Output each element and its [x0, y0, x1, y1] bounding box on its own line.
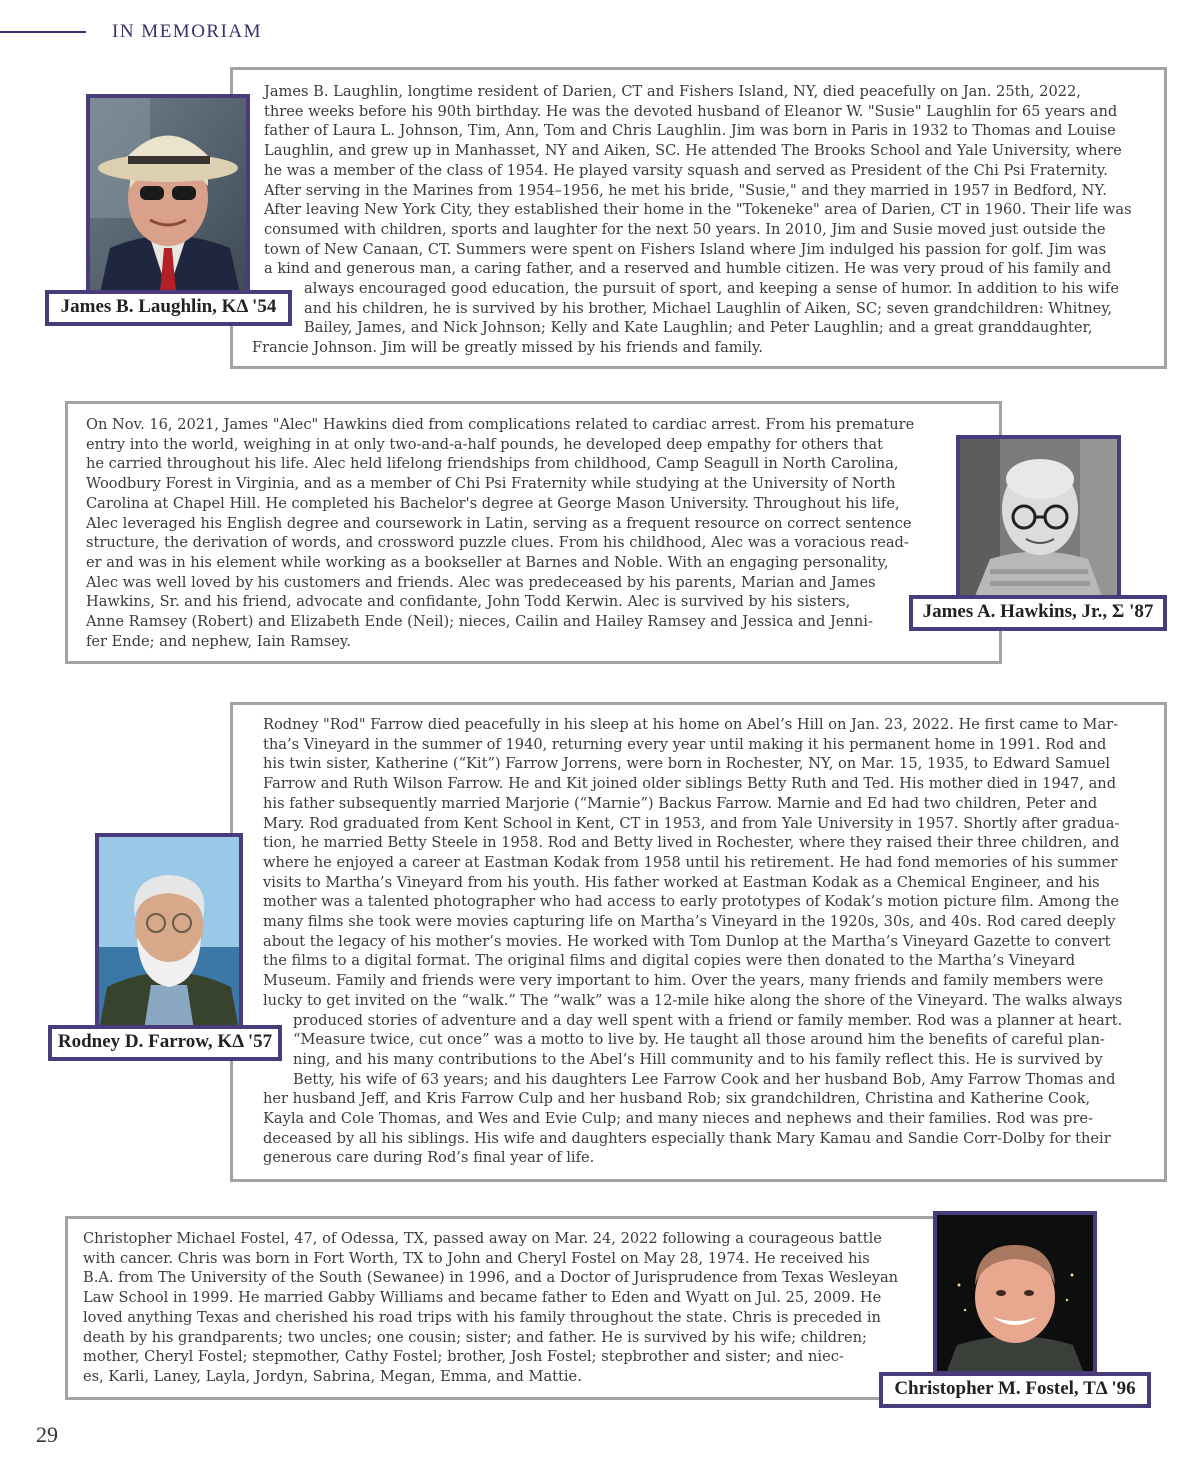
- name-label-farrow: Rodney D. Farrow, KΔ '57: [48, 1025, 282, 1061]
- obituary-text: Christopher Michael Fostel, 47, of Odessa, TX, passed away on Mar. 24, 2022 following a courageous battle with cancer. Chris was born in Fort Worth, TX to John and Cheryl Fostel on May 28, 1974. He received his B.A. from The University of the South (Sewanee) in 1996, and a Doctor of Jurisprudence from Texas Wesleyan Law School in 1999. He married Gabby Williams and became father to Eden and Wyatt on Jul. 25, 2009. He loved anything Texas and cherished his road trips with his family throughout the state. Chris is preceded in death by his grandparents; two uncles; one cousin; sister; and father. He is survived by his wife; children; mother, Cheryl Fostel; stepmother, Cathy Fostel; brother, Josh Fostel; stepbrother and sister; and niec- es, Karli, Laney, Layla, Jordyn, Sabrina, Megan, Emma, and Mattie.: [83, 1230, 899, 1385]
- obituary-text: On Nov. 16, 2021, James "Alec" Hawkins died from complications related to cardiac arrest. From his premature entry into the world, weighing in at only two-and-a-half pounds, he developed deep empathy for others that he carried throughout his life. Alec held lifelong friendships from childhood, Camp Seagull in North Carolina, Woodbury Forest in Virginia, and as a member of Chi Psi Fraternity while studying at the University of North Carolina at Chapel Hill. He completed his Bachelor's degree at George Mason University. Throughout his life, Alec leveraged his English degree and coursework in Latin, serving as a frequent resource on correct sentence structure, the derivation of words, and crossword puzzle clues. From his childhood, Alec was a voracious read- er and was in his element while working as a bookseller at Barnes and Noble. With an engaging personality, Alec was well loved by his customers and friends. Alec was predeceased by his parents, Marian and James Hawkins, Sr. and his friend, advocate and confidante, John Todd Kerwin. Alec is survived by his sisters, Anne Ramsey (Robert) and Elizabeth Ende (Neil); nieces, Cailin and Hailey Ramsey and Jessica and Jenni- fer Ende; and nephew, Iain Ramsey.: [86, 416, 915, 650]
- portrait-photo-farrow: [95, 833, 243, 1034]
- obituary-card-farrow: [230, 702, 1167, 1182]
- obituary-card-hawkins: [65, 401, 1002, 664]
- obituary-card-fostel: [65, 1216, 1002, 1400]
- obituary-text: James B. Laughlin, longtime resident of Darien, CT and Fishers Island, NY, died peacefully on Jan. 25th, 2022, three weeks before his 90th birthday. He was the devoted husband of Eleanor W. "Susie" Laughlin for 65 years and father of Laura L. Johnson, Tim, Ann, Tom and Chris Laughlin. Jim was born in Paris in 1932 to Thomas and Louise Laughlin, and grew up in Manhasset, NY and Aiken, SC. He attended The Brooks School and Yale University, where he was a member of the class of 1954. He played varsity squash and served as President of the Chi Psi Fraternity. After serving in the Marines from 1954–1956, he met his bride, "Susie," and they married in 1957 in Bedford, NY. After leaving New York City, they established their home in the "Tokeneke" area of Darien, CT in 1960. Their life was consumed with children, sports and laughter for the next 50 years. In 2010, Jim and Susie moved just outside the town of New Canaan, CT. Summers were spent on Fishers Island where Jim indulged his passion for golf. Jim was a kind and generous man, a caring father, and a reserved and humble citizen. He was very proud of his family and always encouraged good education, the pursuit of sport, and keeping a sense of humor. In addition to his wife and his children, he is survived by his brother, Michael Laughlin of Aiken, SC; seven grandchildren: Whitney, Bailey, James, and Nick Johnson; Kelly and Kate Laughlin; and Peter Laughlin; and a great granddaughter, Francie Johnson. Jim will be greatly missed by his friends and family.: [252, 83, 1132, 357]
- section-title: IN MEMORIAM: [112, 21, 263, 42]
- portrait-photo-hawkins: [956, 435, 1121, 600]
- name-label-hawkins: James A. Hawkins, Jr., Σ '87: [909, 595, 1167, 631]
- portrait-photo-fostel: [933, 1211, 1097, 1375]
- portrait-photo-laughlin: [86, 94, 250, 297]
- obituary-text: Rodney "Rod" Farrow died peacefully in his sleep at his home on Abel’s Hill on Jan. 23, 2022. He first came to Mar- tha’s Vineyard in the summer of 1940, returning every year until making it his permanent home in 1991. Rod and his twin sister, Katherine (“Kit”) Farrow Jorrens, were born in Rochester, NY, on Mar. 15, 1935, to Edward Samuel Farrow and Ruth Wilson Farrow. He and Kit joined older siblings Betty Ruth and Ted. His mother died in 1947, and his father subsequently married Marjorie (“Marnie”) Backus Farrow. Marnie and Ed had two children, Peter and Mary. Rod graduated from Kent School in Kent, CT in 1953, and from Yale University in 1957. Shortly after gradua- tion, he married Betty Steele in 1958. Rod and Betty lived in Rochester, where they raised their three children, and where he enjoyed a career at Eastman Kodak from 1958 until his retirement. He had fond memories of his summer visits to Martha’s Vineyard from his youth. His father worked at Eastman Kodak as a Chemical Engineer, and his mother was a talented photographer who had access to early prototypes of Kodak’s motion picture film. Among the many films she took were movies capturing life on Martha’s Vineyard in the 1920s, 30s, and 40s. Rod cared deeply about the legacy of his mother’s movies. He worked with Tom Dunlop at the Martha’s Vineyard Gazette to convert the films to a digital format. The original films and digital copies were then donated to the Martha’s Vineyard Museum. Family and friends were very important to him. Over the years, many friends and family members were lucky to get invited on the “walk.” The “walk” was a 12-mile hike along the shore of the Vineyard. The walks always produced stories of adventure and a day well spent with a friend or family member. Rod was a planner at heart. “Measure twice, cut once” was a motto to live by. He taught all those around him the benefits of careful plan- ning, and his many contributions to the Abel’s Hill community and to his family reflect this. He is survived by Betty, his wife of 63 years; and his daughters Lee Farrow Cook and her husband Bob, Amy Farrow Thomas and her husband Jeff, and Kris Farrow Culp and her husband Rob; six grandchildren, Christina and Katherine Cook, Kayla and Cole Thomas, and Wes and Evie Culp; and many nieces and nephews and their families. Rod was pre- deceased by all his siblings. His wife and daughters especially thank Mary Kamau and Sandie Corr-Dolby for their generous care during Rod’s final year of life.: [263, 716, 1123, 1167]
- header-rule: [0, 31, 86, 33]
- page-number: 29: [36, 1422, 58, 1447]
- name-label-laughlin: James B. Laughlin, KΔ '54: [45, 290, 292, 326]
- name-label-fostel: Christopher M. Fostel, TΔ '96: [879, 1372, 1151, 1408]
- obituary-card-laughlin: [230, 67, 1167, 369]
